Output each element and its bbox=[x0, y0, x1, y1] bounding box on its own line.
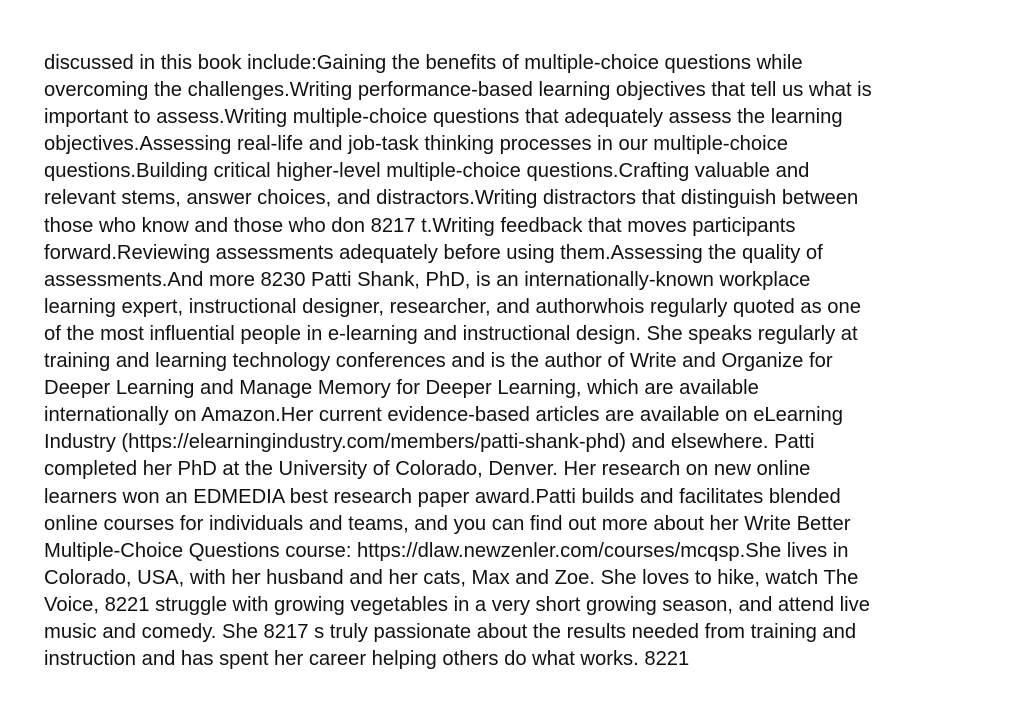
body-text-paragraph: discussed in this book include:Gaining the benefits of multiple-choice questions while overcoming the challenges.Writing performance-based learning objectives that tell us what is important to assess.Writing multiple-choice questions that adequately assess the learning objectives.Assessing real-life and job-task thinking processes in our multiple-choice questions.Building critical higher-level multiple-choice questions.Crafting valuable and relevant stems, answer choices, and distractors.Writing distractors that distinguish between those who know and those who don 8217 t.Writing feedback that moves participants forward.Reviewing assessments adequately before using them.Assessing the quality of assessments.And more 8230 Patti Shank, PhD, is an internationally-known workplace learning expert, instructional designer, researcher, and authorwhois regularly quoted as one of the most influential people in e-learning and instructional design. She speaks regularly at training and learning technology conferences and is the author of Write and Organize for Deeper Learning and Manage Memory for Deeper Learning, which are available internationally on Amazon.Her current evidence-based articles are available on eLearning Industry (https://elearningindustry.com/members/patti-shank-phd) and elsewhere. Patti completed her PhD at the University of Colorado, Denver. Her research on new online learners won an EDMEDIA best research paper award.Patti builds and facilitates blended online courses for individuals and teams, and you can find out more about her Write Better Multiple-Choice Questions course: https://dlaw.newzenler.com/courses/mcqsp.She lives in Colorado, USA, with her husband and her cats, Max and Zoe. She loves to hike, watch The Voice, 8221 struggle with growing vegetables in a very short growing season, and attend live music and comedy. She 8217 s truly passionate about the results needed from training and instruction and has spent her career helping others do what works. 8221 bbox=[44, 52, 872, 671]
